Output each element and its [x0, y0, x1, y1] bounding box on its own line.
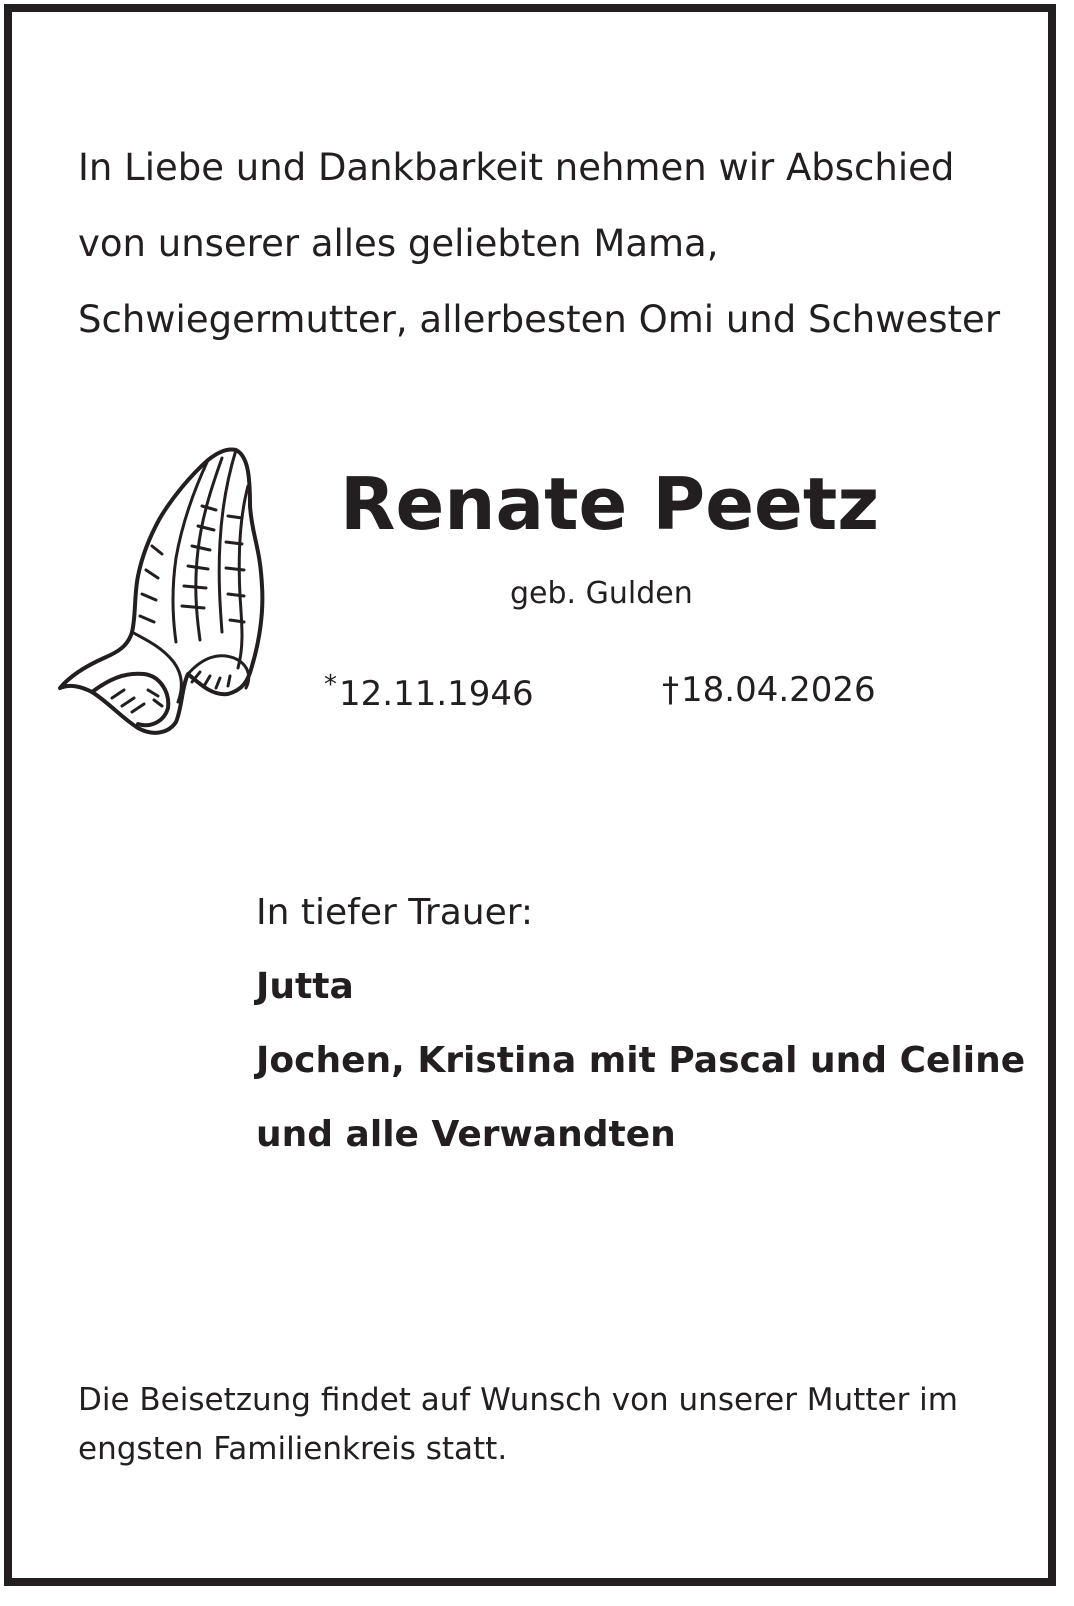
note-line-1: Die Beisetzung findet auf Wunsch von unserer Mutter im — [78, 1382, 958, 1418]
death-date-line — [662, 670, 876, 710]
intro-text — [78, 130, 1038, 358]
mourner-name: und alle Verwandten — [256, 1114, 676, 1155]
note-line-2: engsten Familienkreis statt. — [78, 1431, 508, 1467]
praying-hands-icon — [52, 446, 266, 746]
funeral-note — [78, 1376, 1038, 1474]
mourners-block — [256, 876, 1036, 1172]
death-date: 18.04.2026 — [681, 670, 876, 710]
birth-date: 12.11.1946 — [339, 674, 534, 714]
cross-icon: † — [662, 670, 679, 710]
mourners-heading: In tiefer Trauer: — [256, 892, 534, 933]
birth-name: geb. Gulden — [510, 576, 693, 611]
mourner-name: Jochen, Kristina mit Pascal und Celine — [256, 1040, 1026, 1081]
deceased-name: Renate Peetz — [340, 462, 880, 546]
intro-line-1: In Liebe und Dankbarkeit nehmen wir Abschied — [78, 146, 955, 189]
birth-date-line — [324, 670, 534, 714]
star-icon: * — [324, 670, 337, 700]
intro-line-3: Schwiegermutter, allerbesten Omi und Schwester — [78, 298, 1001, 341]
mourner-name: Jutta — [256, 966, 354, 1007]
intro-line-2: von unserer alles geliebten Mama, — [78, 222, 719, 265]
